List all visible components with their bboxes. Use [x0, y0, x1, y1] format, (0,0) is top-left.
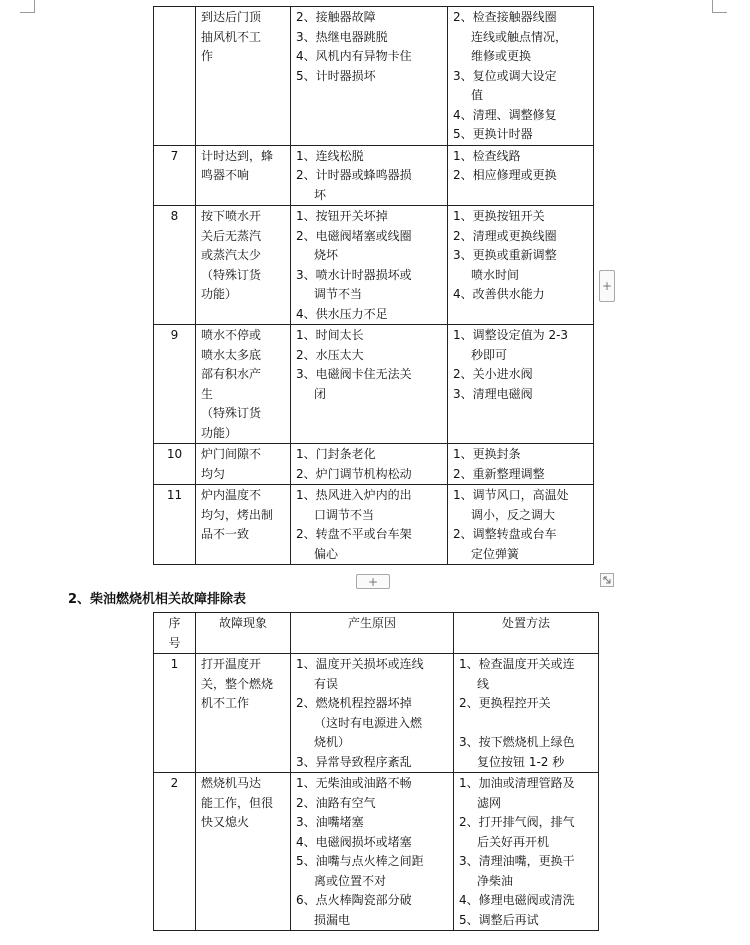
- fault-fix-line: 调小，反之调大: [471, 507, 556, 522]
- fault-symptom-cell: [196, 485, 291, 565]
- fault-cause-cell: [291, 485, 448, 565]
- fault-fix-line: 3、按下燃烧机上绿色: [459, 735, 575, 749]
- fault-fix-line: 净柴油: [477, 873, 514, 888]
- fault-fix-line: 维修或更换: [471, 49, 532, 63]
- fault-symptom-line: 打开温度开: [201, 657, 262, 671]
- fault-fix-line: 1、加油或清理管路及: [459, 776, 575, 790]
- row-number: 9: [154, 325, 196, 444]
- header-fix: 处置方法: [454, 613, 599, 654]
- fault-fix-cell: [448, 485, 594, 565]
- fault-symptom-line: 功能）: [201, 287, 238, 301]
- fault-cause-line: （这时有电源进入燃: [314, 715, 423, 730]
- fault-fix-line: 2、重新整理调整: [453, 466, 545, 481]
- fault-fix-line: 4、修理电磁阀或清洗: [459, 893, 575, 907]
- fault-cause-line: 闭: [314, 386, 327, 401]
- fault-cause-cell: [291, 145, 448, 206]
- fault-symptom-line: 计时达到，蜂: [201, 148, 274, 163]
- fault-symptom-line: 均匀: [201, 466, 226, 481]
- header-num-line: 号: [168, 635, 181, 650]
- fault-cause-line: 4、供水压力不足: [296, 306, 388, 321]
- fault-cause-line: 2、水压太大: [296, 347, 364, 362]
- header-cause: 产生原因: [291, 613, 454, 654]
- fault-fix-cell: [448, 7, 594, 146]
- fault-cause-line: 1、连线松脱: [296, 148, 364, 163]
- fault-fix-line: 2、打开排气阀，排气: [459, 815, 575, 829]
- fault-symptom-cell: [196, 654, 291, 773]
- fault-cause-line: 1、无柴油或油路不畅: [296, 776, 412, 790]
- fault-cause-line: 1、门封条老化: [296, 447, 376, 461]
- fault-cause-cell: [291, 206, 448, 325]
- row-number: 2: [154, 773, 196, 931]
- fault-symptom-line: 能工作，但很: [201, 795, 274, 810]
- fault-cause-line: 坏: [314, 187, 327, 202]
- table-row: [154, 145, 594, 206]
- fault-fix-line: 线: [477, 676, 490, 691]
- fault-cause-line: 3、喷水计时器损坏或: [296, 267, 412, 282]
- fault-cause-cell: [291, 773, 454, 931]
- fault-symptom-line: 按下喷水开: [201, 209, 262, 223]
- fault-cause-line: 5、油嘴与点火棒之间距: [296, 854, 424, 868]
- fault-symptom-cell: [196, 7, 291, 146]
- fault-fix-line: 5、更换计时器: [453, 127, 533, 141]
- fault-cause-line: 3、热继电器跳脱: [296, 29, 388, 44]
- table-row: [154, 325, 594, 444]
- fault-cause-line: 4、电磁阀损坏或堵塞: [296, 834, 412, 849]
- fault-fix-line: [459, 714, 593, 734]
- fault-fix-line: 滤网: [477, 795, 502, 810]
- fault-fix-line: 1、检查温度开关或连: [459, 657, 575, 671]
- header-symptom: 故障现象: [196, 613, 291, 654]
- fault-fix-line: 5、调整后再试: [459, 912, 539, 927]
- fault-cause-line: 2、计时器或蜂鸣器损: [296, 168, 412, 182]
- fault-fix-line: 喷水时间: [471, 267, 520, 282]
- fault-cause-line: 6、点火棒陶瓷部分破: [296, 893, 412, 907]
- fault-cause-line: 1、按钮开关坏掉: [296, 209, 388, 223]
- fault-symptom-line: 燃烧机马达: [201, 776, 262, 790]
- add-table-row-button[interactable]: +: [356, 574, 390, 589]
- row-number: 7: [154, 145, 196, 206]
- table-row: [154, 7, 594, 146]
- fault-symptom-line: 快又熄火: [201, 815, 250, 829]
- fault-fix-line: 3、清理油嘴，更换干: [459, 854, 575, 868]
- fault-fix-line: 3、清理电磁阀: [453, 386, 533, 401]
- fault-fix-line: 复位按钮 1-2 秒: [477, 754, 565, 769]
- fault-fix-line: 定位弹簧: [471, 546, 520, 561]
- fault-cause-line: 有误: [314, 676, 339, 691]
- row-number: [154, 7, 196, 146]
- burner-table-body: [154, 654, 599, 931]
- table-row: [154, 654, 599, 773]
- fault-cause-line: 离或位置不对: [314, 873, 387, 888]
- fault-fix-line: 值: [471, 88, 484, 102]
- fault-fix-line: 2、相应修理或更换: [453, 168, 557, 182]
- fault-symptom-line: 喷水太多底: [201, 347, 262, 362]
- fault-cause-line: 1、时间太长: [296, 328, 364, 342]
- section-title: 2、柴油燃烧机相关故障排除表: [68, 592, 247, 607]
- page-corner-mark-right: [712, 0, 727, 13]
- table-row: [154, 206, 594, 325]
- fault-fix-line: 1、调整设定值为 2-3: [453, 328, 569, 342]
- fault-symptom-line: 关，整个燃烧: [201, 676, 274, 691]
- fault-symptom-line: 炉门间隙不: [201, 447, 262, 461]
- page-corner-mark-left: [20, 0, 35, 13]
- fault-symptom-line: 机不工作: [201, 696, 250, 710]
- row-number: 1: [154, 654, 196, 773]
- fault-fix-line: 4、清理、调整修复: [453, 107, 557, 122]
- fault-fix-cell: [454, 654, 599, 773]
- resize-arrow-icon: [601, 574, 613, 586]
- burner-fault-table: [153, 612, 599, 931]
- fault-table-continued: [153, 6, 594, 565]
- fault-cause-line: 口调节不当: [314, 507, 375, 522]
- fault-fix-line: 连线或触点情况，: [471, 29, 568, 44]
- fault-fix-cell: [448, 444, 594, 485]
- fault-fix-line: 秒即可: [471, 347, 508, 362]
- fault-symptom-line: 功能）: [201, 425, 238, 440]
- fault-cause-cell: [291, 444, 448, 485]
- fault-fix-line: 1、检查线路: [453, 148, 521, 163]
- fault-symptom-line: 品不一致: [201, 527, 250, 541]
- table-row: [154, 485, 594, 565]
- fault-fix-line: 3、更换或重新调整: [453, 248, 557, 262]
- fault-cause-line: 2、油路有空气: [296, 795, 376, 810]
- fault-cause-line: 1、温度开关损坏或连线: [296, 657, 424, 671]
- fault-symptom-line: 作: [201, 49, 214, 63]
- fault-symptom-line: 生: [201, 386, 214, 401]
- fault-symptom-line: （特殊订货: [201, 406, 262, 420]
- fault-cause-line: 4、风机内有异物卡住: [296, 49, 412, 63]
- fault-symptom-line: 到达后门顶: [201, 10, 262, 24]
- table-row: [154, 444, 594, 485]
- table-header-row: [154, 613, 599, 654]
- fault-cause-line: 2、接触器故障: [296, 10, 376, 24]
- fault-fix-line: 1、调节风口，高温处: [453, 488, 569, 502]
- fault-fix-line: 2、调整转盘或台车: [453, 527, 557, 541]
- header-num: [154, 613, 196, 654]
- fault-cause-line: 2、转盘不平或台车架: [296, 527, 412, 541]
- add-table-column-button[interactable]: +: [599, 270, 615, 302]
- fault-symptom-cell: [196, 325, 291, 444]
- row-number: 8: [154, 206, 196, 325]
- fault-symptom-line: 或蒸汽太少: [201, 248, 262, 262]
- table-row: [154, 773, 599, 931]
- fault-fix-cell: [448, 206, 594, 325]
- fault-symptom-line: （特殊订货: [201, 267, 262, 282]
- fault-cause-line: 5、计时器损坏: [296, 68, 376, 83]
- table-resize-handle[interactable]: [600, 573, 614, 587]
- fault-symptom-cell: [196, 444, 291, 485]
- fault-symptom-line: 均匀，烤出制: [201, 507, 274, 522]
- fault-cause-line: 3、电磁阀卡住无法关: [296, 367, 412, 381]
- fault-cause-line: 3、异常导致程序紊乱: [296, 754, 412, 769]
- header-num-line: 序: [168, 616, 181, 630]
- fault-cause-line: 3、油嘴堵塞: [296, 815, 364, 829]
- fault-cause-line: 烧坏: [314, 248, 339, 262]
- fault-cause-cell: [291, 654, 454, 773]
- fault-fix-cell: [448, 145, 594, 206]
- fault-fix-cell: [448, 325, 594, 444]
- fault-symptom-cell: [196, 773, 291, 931]
- fault-fix-line: 后关好再开机: [477, 834, 550, 849]
- fault-fix-line: 2、关小进水阀: [453, 367, 533, 381]
- fault-cause-line: 损漏电: [314, 912, 351, 927]
- fault-fix-line: 1、更换封条: [453, 447, 521, 461]
- fault-cause-line: 2、燃烧机程控器坏掉: [296, 696, 412, 710]
- fault-symptom-line: 鸣器不响: [201, 168, 250, 182]
- fault-cause-cell: [291, 325, 448, 444]
- fault-fix-line: 4、改善供水能力: [453, 287, 545, 301]
- fault-cause-line: 烧机）: [314, 735, 351, 749]
- fault-fix-line: 3、复位或调大设定: [453, 68, 557, 83]
- fault-fix-line: 2、清理或更换线圈: [453, 228, 557, 243]
- fault-cause-cell: [291, 7, 448, 146]
- fault-symptom-line: 炉内温度不: [201, 488, 262, 502]
- fault-fix-line: 1、更换按钮开关: [453, 209, 545, 223]
- fault-fix-line: 2、检查接触器线圈: [453, 10, 557, 24]
- fault-symptom-line: 抽风机不工: [201, 29, 262, 44]
- fault-symptom-cell: [196, 206, 291, 325]
- row-number: 11: [154, 485, 196, 565]
- fault-fix-line: 2、更换程控开关: [459, 696, 551, 710]
- fault-fix-cell: [454, 773, 599, 931]
- fault-symptom-line: 关后无蒸汽: [201, 228, 262, 243]
- fault-cause-line: 2、电磁阀堵塞或线圈: [296, 228, 412, 243]
- fault-symptom-cell: [196, 145, 291, 206]
- fault-table-body: [154, 7, 594, 565]
- row-number: 10: [154, 444, 196, 485]
- fault-symptom-line: 喷水不停或: [201, 328, 262, 342]
- fault-cause-line: 调节不当: [314, 287, 363, 301]
- fault-cause-line: 1、热风进入炉内的出: [296, 488, 412, 502]
- fault-cause-line: 偏心: [314, 546, 339, 561]
- fault-cause-line: 2、炉门调节机构松动: [296, 466, 412, 481]
- fault-symptom-line: 部有积水产: [201, 367, 262, 381]
